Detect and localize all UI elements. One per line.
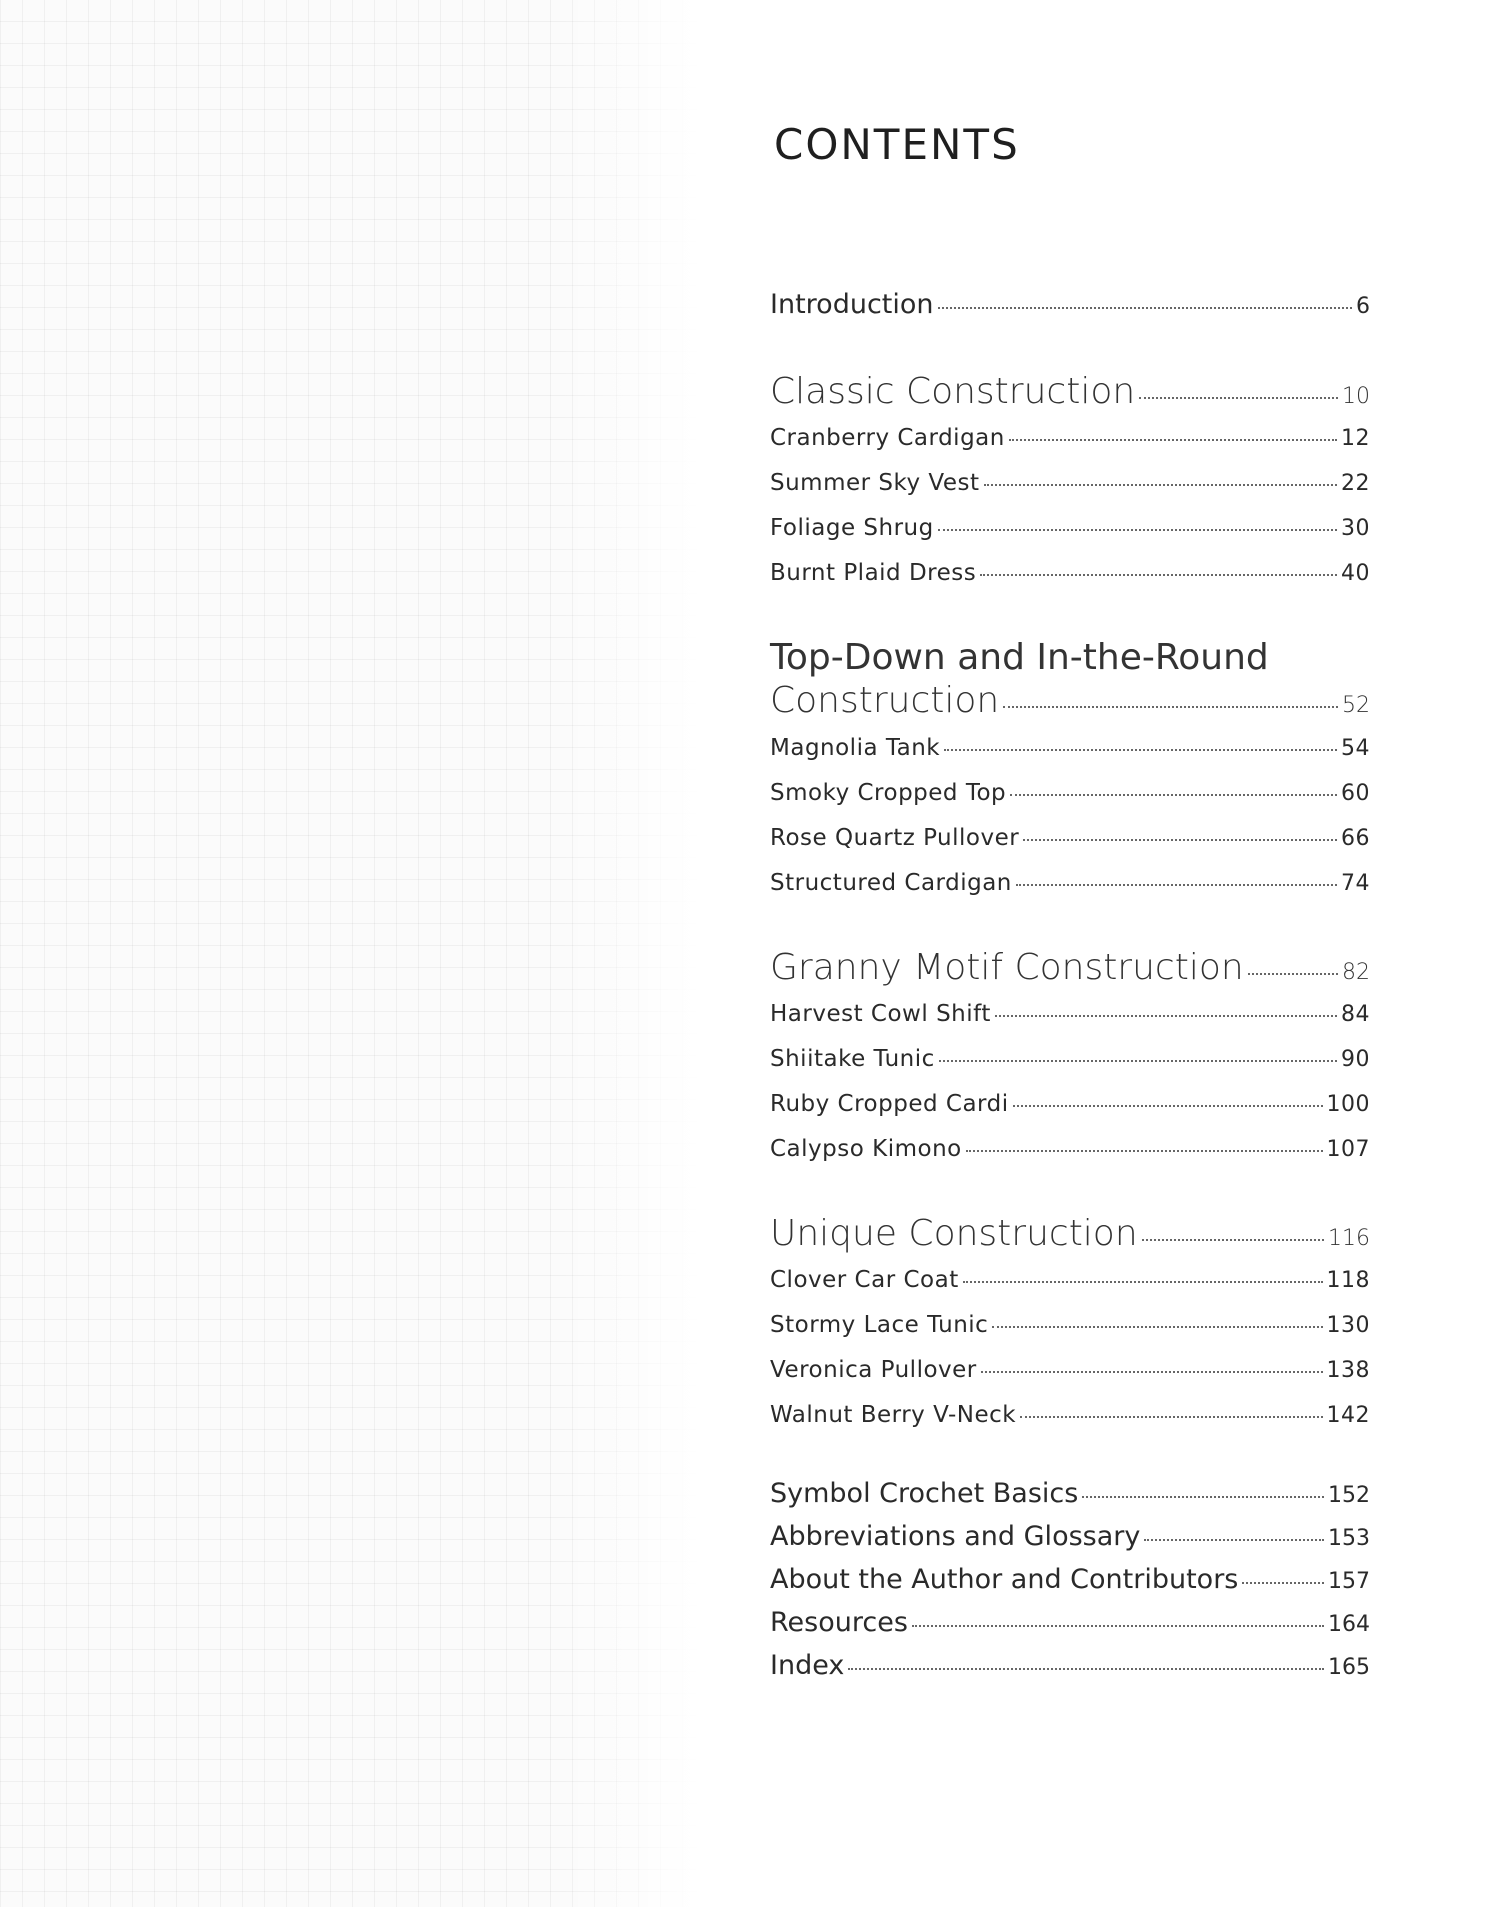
toc-entry[interactable] <box>770 780 1370 806</box>
toc-entry-label: Burnt Plaid Dress <box>770 560 977 587</box>
toc-page-number: 153 <box>1328 1525 1370 1551</box>
toc-page-number: 164 <box>1328 1611 1370 1637</box>
toc-entry-label: Abbreviations and Glossary <box>770 1520 1141 1552</box>
dot-leader <box>1142 1239 1324 1241</box>
page-title: CONTENTS <box>774 120 1020 169</box>
toc-page-number: 40 <box>1341 561 1370 587</box>
toc-entry-label: Clover Car Coat <box>770 1266 959 1293</box>
dot-leader <box>912 1625 1324 1627</box>
toc-entry-label: Foliage Shrug <box>770 515 934 542</box>
toc-entry-label: Smoky Cropped Top <box>770 779 1007 806</box>
toc-entry-label: Resources <box>770 1606 908 1638</box>
toc-page-number: 10 <box>1342 384 1370 409</box>
dot-leader <box>848 1668 1324 1670</box>
toc-entry-label: Ruby Cropped Cardi <box>770 1090 1009 1117</box>
dot-leader <box>1013 1105 1323 1107</box>
toc-page-number: 142 <box>1326 1402 1370 1428</box>
dot-leader <box>984 484 1337 486</box>
toc-entry-label: Introduction <box>770 289 934 320</box>
dot-leader <box>966 1150 1323 1152</box>
toc-entry-abbreviations[interactable] <box>770 1521 1370 1552</box>
toc-page-number: 30 <box>1341 516 1370 542</box>
toc-page-number: 12 <box>1341 426 1370 452</box>
toc-entry-label: Harvest Cowl Shift <box>770 1000 991 1027</box>
toc-entry[interactable] <box>770 1001 1370 1027</box>
toc-page-number: 100 <box>1326 1091 1370 1117</box>
dot-leader <box>980 574 1337 576</box>
toc-entry[interactable] <box>770 470 1370 496</box>
toc-page-number: 74 <box>1341 870 1370 896</box>
section-title-line1: Top-Down and In-the-Round <box>770 637 1269 679</box>
section-title: Construction <box>770 680 1000 722</box>
toc-page-number: 90 <box>1341 1046 1370 1072</box>
toc-entry[interactable] <box>770 1267 1370 1293</box>
section-heading[interactable] <box>770 1212 1370 1255</box>
toc-entry-introduction[interactable] <box>770 289 1370 320</box>
toc-entry[interactable] <box>770 735 1370 761</box>
toc-entry-about-author[interactable] <box>770 1564 1370 1595</box>
toc-back-matter <box>770 1478 1370 1681</box>
dot-leader <box>1248 973 1338 975</box>
toc-entry[interactable] <box>770 825 1370 851</box>
toc-entry-label: Structured Cardigan <box>770 869 1012 896</box>
toc-entry[interactable] <box>770 425 1370 451</box>
toc-entry-label: Veronica Pullover <box>770 1356 977 1383</box>
toc-entry[interactable] <box>770 870 1370 896</box>
dot-leader <box>1139 397 1338 399</box>
section-title: Unique Construction <box>770 1212 1138 1254</box>
dot-leader <box>1009 439 1337 441</box>
toc-page-number: 116 <box>1328 1225 1370 1251</box>
dot-leader <box>938 307 1352 309</box>
toc-entry-label: Index <box>770 1649 845 1681</box>
toc-page-number: 84 <box>1341 1001 1370 1027</box>
section-heading[interactable] <box>770 370 1370 413</box>
dot-leader <box>939 1060 1337 1062</box>
dot-leader <box>1082 1496 1324 1498</box>
toc-entry[interactable] <box>770 1136 1370 1162</box>
toc-page-number: 52 <box>1342 693 1370 719</box>
dot-leader <box>1020 1416 1322 1418</box>
toc-entry-label: Shiitake Tunic <box>770 1045 935 1072</box>
toc-page-number: 66 <box>1341 825 1370 851</box>
toc-page-number: 165 <box>1328 1654 1370 1680</box>
toc-entry[interactable] <box>770 1046 1370 1072</box>
toc-page-number: 138 <box>1326 1357 1370 1383</box>
dot-leader <box>1010 794 1337 796</box>
section-title: Granny Motif Construction <box>770 946 1244 988</box>
dot-leader <box>944 749 1337 751</box>
toc-entry-label: Rose Quartz Pullover <box>770 824 1020 851</box>
toc-entry-label: Cranberry Cardigan <box>770 425 1005 452</box>
toc-page-number: 130 <box>1326 1312 1370 1338</box>
toc-entry-label: Magnolia Tank <box>770 734 941 761</box>
toc-page-number: 60 <box>1341 780 1370 806</box>
dot-leader <box>1003 706 1338 708</box>
toc-entry-label: Calypso Kimono <box>770 1135 962 1162</box>
toc-page-number: 82 <box>1342 959 1370 985</box>
dot-leader <box>1242 1582 1324 1584</box>
section-heading[interactable] <box>770 679 1370 722</box>
toc-page-number: 152 <box>1328 1482 1370 1508</box>
toc-entry-label: Stormy Lace Tunic <box>770 1311 989 1338</box>
toc-entry-label: About the Author and Contributors <box>770 1563 1239 1595</box>
dot-leader <box>992 1326 1322 1328</box>
toc-page-number: 54 <box>1341 735 1370 761</box>
toc-entry-index[interactable] <box>770 1650 1370 1681</box>
section-heading[interactable] <box>770 946 1370 989</box>
toc-entry[interactable] <box>770 1312 1370 1338</box>
dot-leader <box>963 1281 1323 1283</box>
toc-entry[interactable] <box>770 560 1370 586</box>
toc-entry-resources[interactable] <box>770 1607 1370 1638</box>
toc-section-top-down <box>770 636 1370 895</box>
toc-section-granny-motif <box>770 946 1370 1162</box>
toc-entry[interactable] <box>770 515 1370 541</box>
section-title: Classic Construction <box>770 371 1136 412</box>
toc-page-number: 107 <box>1326 1136 1370 1162</box>
toc-entry-label: Summer Sky Vest <box>770 470 980 497</box>
toc-entry-label: Walnut Berry V-Neck <box>770 1401 1017 1428</box>
toc-section-unique <box>770 1212 1370 1428</box>
toc-entry-label: Symbol Crochet Basics <box>770 1477 1079 1509</box>
toc-entry[interactable] <box>770 1402 1370 1428</box>
toc-page-number: 157 <box>1328 1568 1370 1594</box>
dot-leader <box>1144 1539 1324 1541</box>
table-of-contents <box>770 120 1370 1693</box>
dot-leader <box>1016 884 1337 886</box>
dot-leader <box>1023 839 1337 841</box>
dot-leader <box>995 1015 1337 1017</box>
toc-entry[interactable] <box>770 1357 1370 1383</box>
dot-leader <box>981 1371 1323 1373</box>
toc-section-classic <box>770 370 1370 586</box>
toc-entry-symbol-crochet-basics[interactable] <box>770 1478 1370 1509</box>
toc-page-number: 6 <box>1356 294 1370 319</box>
toc-page-number: 118 <box>1326 1267 1370 1293</box>
page-gutter-shadow <box>560 0 700 1907</box>
toc-page-number: 22 <box>1341 471 1370 497</box>
toc-entry[interactable] <box>770 1091 1370 1117</box>
dot-leader <box>938 529 1337 531</box>
